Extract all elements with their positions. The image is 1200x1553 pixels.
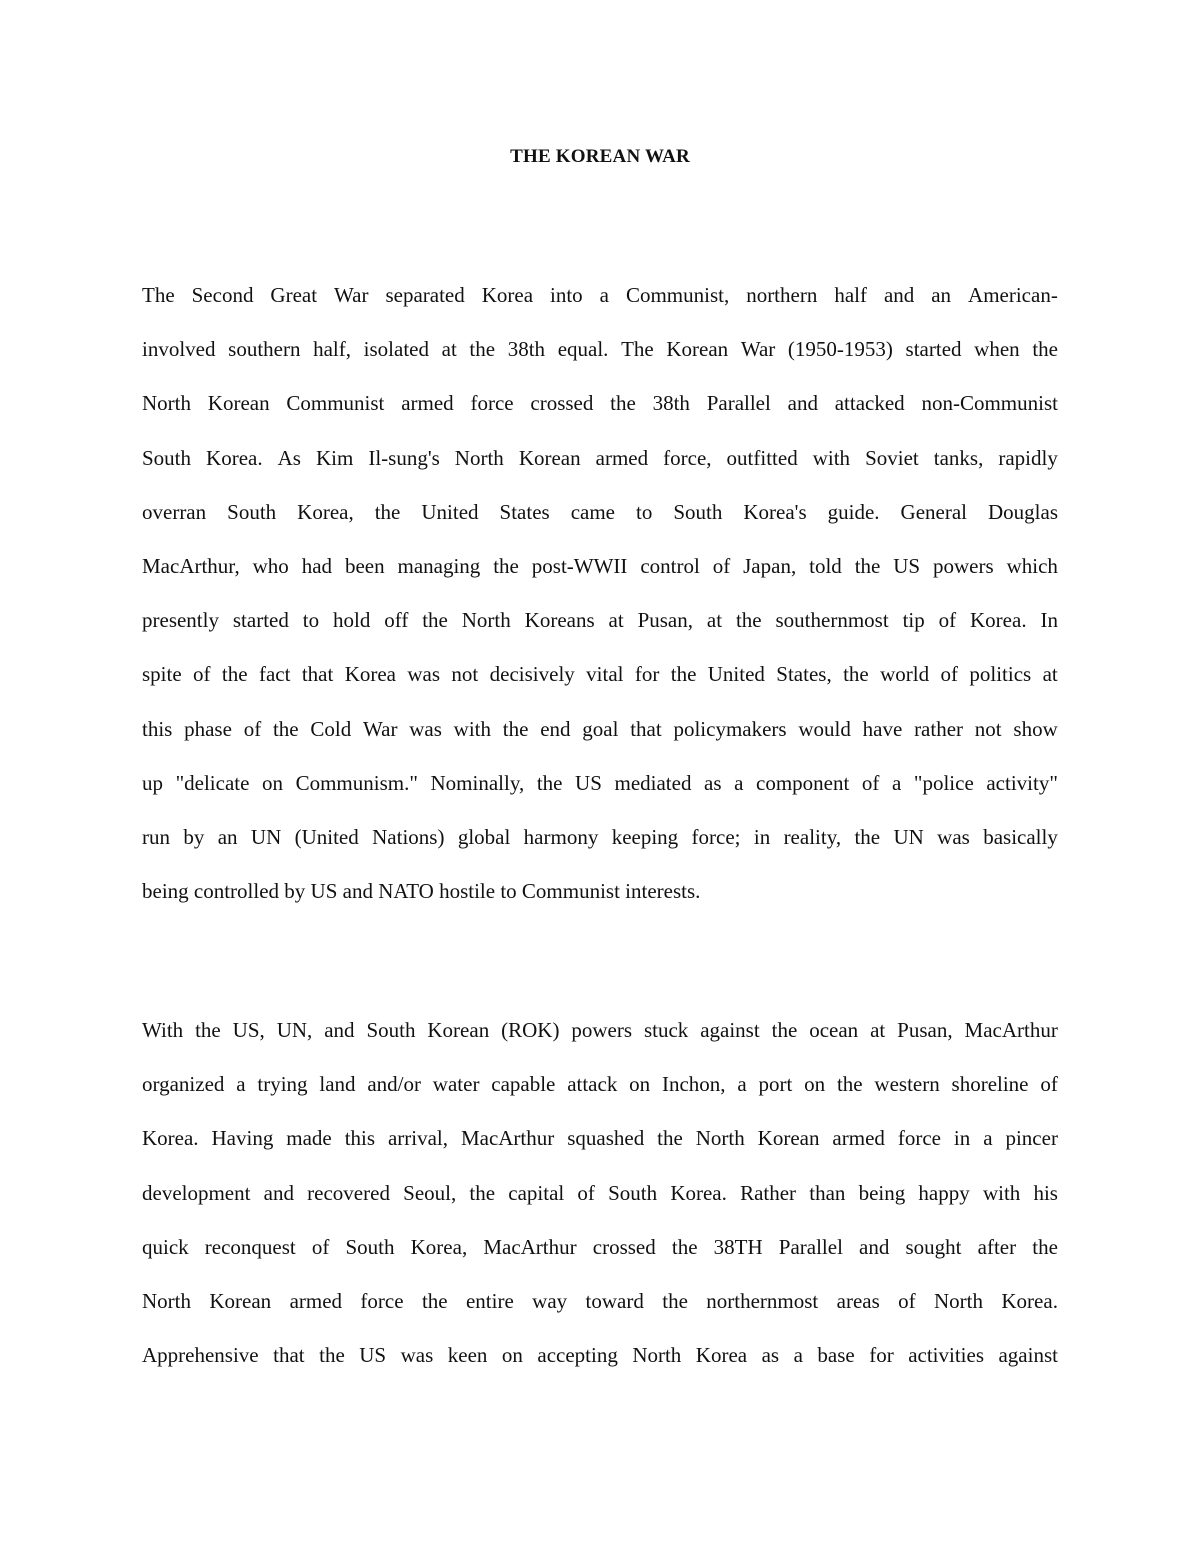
text-line: With the US, UN, and South Korean (ROK) powers stuck against the ocean at Pusan, MacArthur: [142, 1018, 1058, 1042]
text-line: overran South Korea, the United States came to South Korea's guide. General Douglas: [142, 499, 1058, 524]
text-line: this phase of the Cold War was with the end goal that policymakers would have rather not show: [142, 716, 1058, 741]
text-line: North Korean armed force the entire way toward the northernmost areas of North Korea.: [142, 1288, 1058, 1313]
text-line: up "delicate on Communism." Nominally, the US mediated as a component of a "police activity": [142, 770, 1058, 795]
text-line: spite of the fact that Korea was not decisively vital for the United States, the world of politics at: [142, 662, 1058, 687]
text-line: MacArthur, who had been managing the post-WWII control of Japan, told the US powers which: [142, 553, 1058, 578]
paragraph-2: [142, 1015, 1058, 1394]
text-line: presently started to hold off the North Koreans at Pusan, at the southernmost tip of Korea. In: [142, 608, 1058, 633]
text-line: South Korea. As Kim Il-sung's North Korean armed force, outfitted with Soviet tanks, rapidly: [142, 445, 1058, 470]
text-line: being controlled by US and NATO hostile to Communist interests.: [142, 879, 701, 904]
text-line: North Korean Communist armed force crossed the 38th Parallel and attacked non-Communist: [142, 391, 1058, 416]
text-line: Apprehensive that the US was keen on accepting North Korea as a base for activities against: [142, 1343, 1058, 1368]
text-line: run by an UN (United Nations) global harmony keeping force; in reality, the UN was basically: [142, 824, 1058, 849]
text-line: quick reconquest of South Korea, MacArthur crossed the 38TH Parallel and sought after the: [142, 1234, 1058, 1259]
paragraph-1: [142, 280, 1058, 930]
text-line: development and recovered Seoul, the capital of South Korea. Rather than being happy with his: [142, 1180, 1058, 1205]
text-line: involved southern half, isolated at the 38th equal. The Korean War (1950-1953) started when the: [142, 337, 1058, 362]
page-title: THE KOREAN WAR: [510, 146, 690, 167]
text-line: Korea. Having made this arrival, MacArthur squashed the North Korean armed force in a pincer: [142, 1126, 1058, 1151]
text-line: The Second Great War separated Korea into a Communist, northern half and an American-: [142, 283, 1058, 307]
text-line: organized a trying land and/or water capable attack on Inchon, a port on the western shoreline of: [142, 1072, 1058, 1097]
